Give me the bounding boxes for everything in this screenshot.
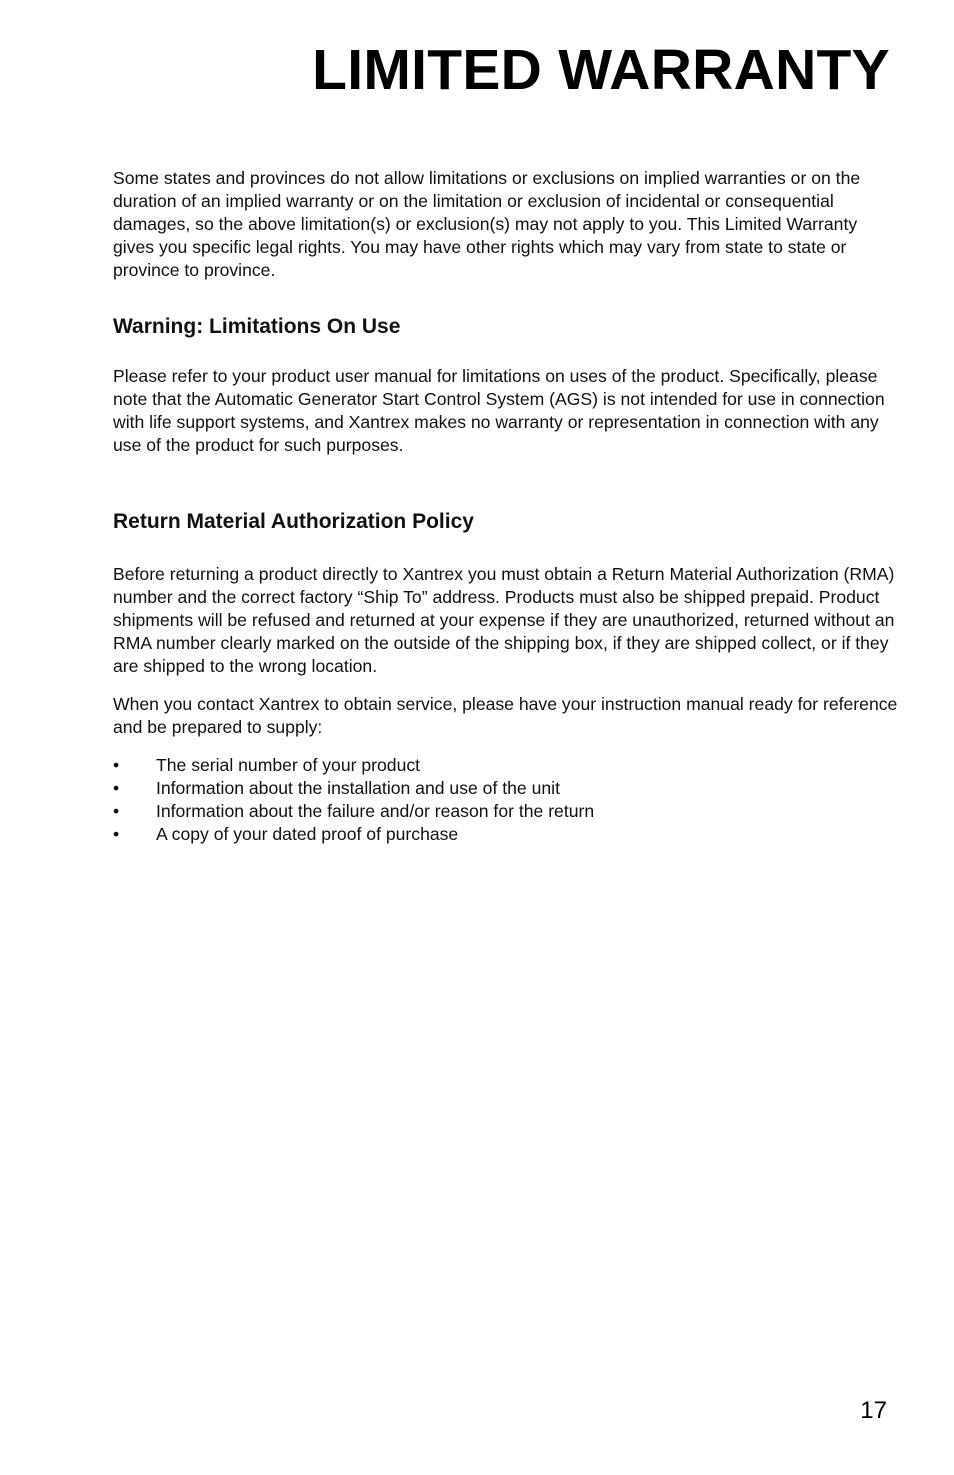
supply-list bbox=[113, 754, 594, 846]
bullet-icon: • bbox=[113, 801, 120, 821]
intro-paragraph: Some states and provinces do not allow limitations or exclusions on implied warranties or on the duration of an implied warranty or on the limitation or exclusion of incidental or consequential damages, so the above limitation(s) or exclusion(s) may not apply to you. This Limited Warranty gives you specific legal rights. You may have other rights which may vary from state to state or province to province. bbox=[113, 168, 861, 280]
page-number: 17 bbox=[860, 1397, 887, 1424]
rma-heading: Return Material Authorization Policy bbox=[113, 510, 474, 533]
rma-paragraph-1: Before returning a product directly to Xantrex you must obtain a Return Material Authorization (RMA) number and the correct factory “Ship To” address. Products must also be shipped prepaid. Product shipments will be refused and returned at your expense if they are unauthorized, returned without an RMA number clearly marked on the outside of the shipping box, if they are shipped collect, or if they are shipped to the wrong location. bbox=[113, 564, 895, 676]
list-item bbox=[113, 777, 594, 800]
list-item bbox=[113, 754, 594, 777]
bullet-icon: • bbox=[113, 824, 120, 844]
list-item-text: A copy of your dated proof of purchase bbox=[156, 824, 459, 844]
warning-paragraph: Please refer to your product user manual for limitations on uses of the product. Specifically, please note that the Automatic Generator Start Control System (AGS) is not intended for use in connection with life support systems, and Xantrex makes no warranty or representation in connection with any use of the product for such purposes. bbox=[113, 366, 885, 455]
list-item bbox=[113, 800, 594, 823]
bullet-icon: • bbox=[113, 755, 120, 775]
rma-paragraph-2: When you contact Xantrex to obtain service, please have your instruction manual ready for reference and be prepared to supply: bbox=[113, 694, 898, 737]
list-item bbox=[113, 823, 594, 846]
list-item-text: Information about the installation and use of the unit bbox=[156, 778, 560, 798]
warning-heading: Warning: Limitations On Use bbox=[113, 315, 401, 338]
list-item-text: The serial number of your product bbox=[156, 755, 421, 775]
bullet-icon: • bbox=[113, 778, 120, 798]
page-title: LIMITED WARRANTY bbox=[312, 38, 890, 102]
list-item-text: Information about the failure and/or reason for the return bbox=[156, 801, 595, 821]
